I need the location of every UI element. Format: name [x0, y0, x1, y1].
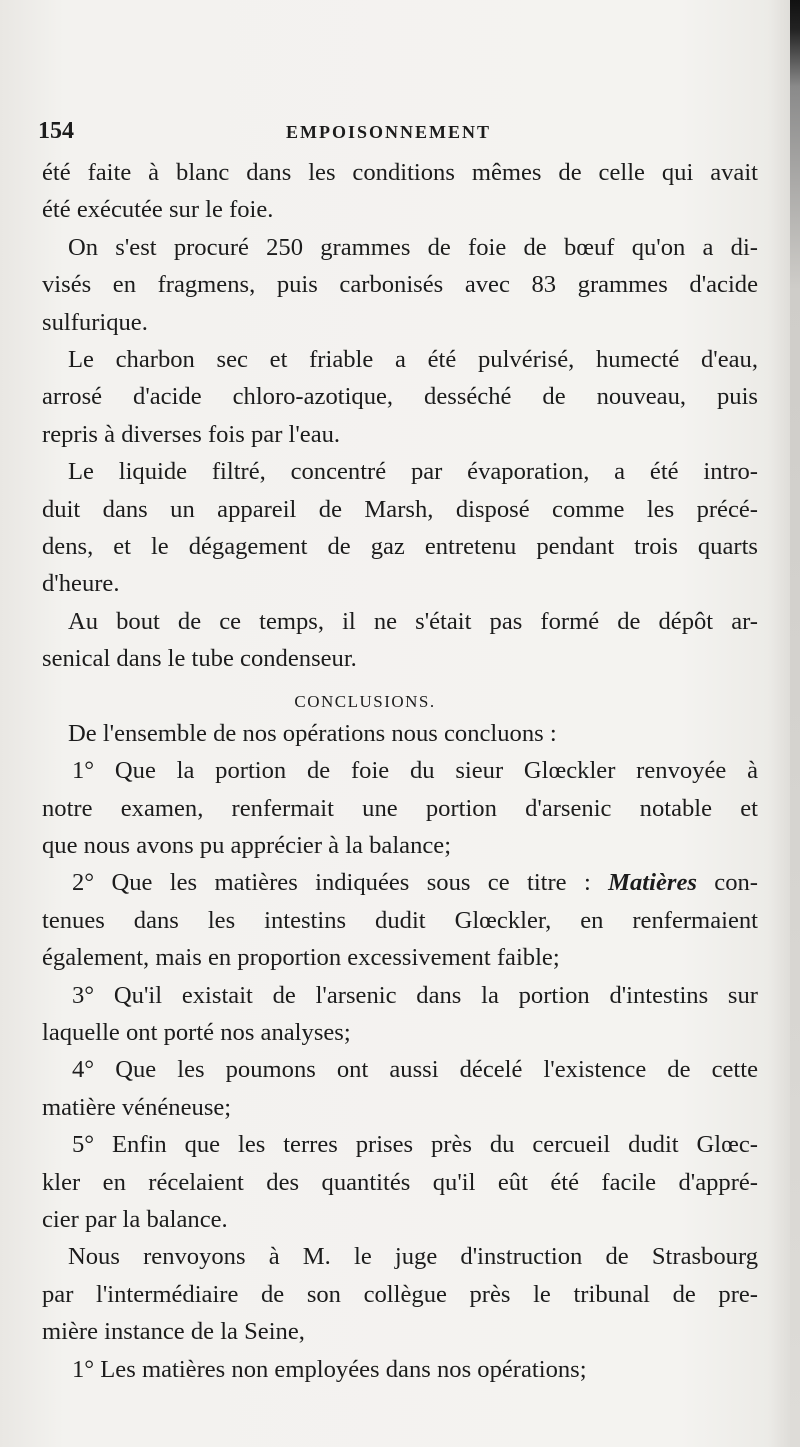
text-line: Nous renvoyons à M. le juge d'instruction de Strasbourg [68, 1243, 758, 1271]
text-line: également, mais en proportion excessivement faible; [42, 944, 560, 972]
italic-term: Matières [608, 869, 697, 897]
text-line: Le liquide filtré, concentré par évaporation, a été intro- [68, 458, 758, 486]
text-line: tenues dans les intestins dudit Glœckler, en renfermaient [42, 906, 758, 934]
text-line: cier par la balance. [42, 1205, 228, 1233]
text-fragment: con- [696, 869, 759, 897]
text-fragment: 2° Que les matières indiquées sous ce titre : [72, 869, 609, 897]
text-line: Au bout de ce temps, il ne s'était pas formé de dépôt ar- [68, 607, 758, 635]
text-line: sulfurique. [42, 308, 148, 336]
text-line: visés en fragmens, puis carbonisés avec 83 grammes d'acide [42, 271, 758, 299]
text-line: mière instance de la Seine, [42, 1318, 305, 1346]
page-number: 154 [38, 118, 74, 144]
page-edge-shadow [790, 0, 800, 1447]
text-line: 1° Que la portion de foie du sieur Glœckler renvoyée à [72, 757, 758, 785]
text-line: De l'ensemble de nos opérations nous concluons : [68, 719, 557, 747]
text-line: 4° Que les poumons ont aussi décelé l'existence de cette [72, 1056, 758, 1084]
text-line: notre examen, renfermait une portion d'arsenic notable et [42, 794, 758, 822]
text-line: été faite à blanc dans les conditions mêmes de celle qui avait [42, 159, 758, 186]
text-line: laquelle ont porté nos analyses; [42, 1018, 351, 1046]
running-title: EMPOISONNEMENT [286, 122, 492, 142]
text-line: par l'intermédiaire de son collègue près le tribunal de pre- [42, 1280, 758, 1308]
text-line: été exécutée sur le foie. [42, 196, 274, 224]
text-line-with-italic [42, 864, 758, 901]
text-line: dens, et le dégagement de gaz entretenu pendant trois quarts [42, 532, 758, 560]
section-heading: CONCLUSIONS. [294, 692, 436, 712]
text-line: matière vénéneuse; [42, 1093, 232, 1121]
text-line: duit dans un appareil de Marsh, disposé comme les précé- [42, 495, 758, 523]
text-line: repris à diverses fois par l'eau. [42, 420, 341, 448]
text-line: 1° Les matières non employées dans nos opérations; [72, 1355, 587, 1383]
text-line: kler en récelaient des quantités qu'il eût été facile d'appré- [42, 1168, 758, 1196]
text-line: senical dans le tube condenseur. [42, 645, 357, 673]
body-text [42, 154, 758, 1388]
running-head [38, 118, 758, 148]
text-line: d'heure. [42, 570, 120, 598]
text-line: que nous avons pu apprécier à la balance; [42, 832, 452, 860]
text-line: arrosé d'acide chloro-azotique, desséché de nouveau, puis [42, 383, 758, 411]
text-line: 3° Qu'il existait de l'arsenic dans la portion d'intestins sur [72, 981, 758, 1009]
text-line: On s'est procuré 250 grammes de foie de bœuf qu'on a di- [68, 233, 758, 261]
text-line: 5° Enfin que les terres prises près du cercueil dudit Glœc- [72, 1131, 758, 1159]
text-line: Le charbon sec et friable a été pulvérisé, humecté d'eau, [68, 345, 758, 373]
